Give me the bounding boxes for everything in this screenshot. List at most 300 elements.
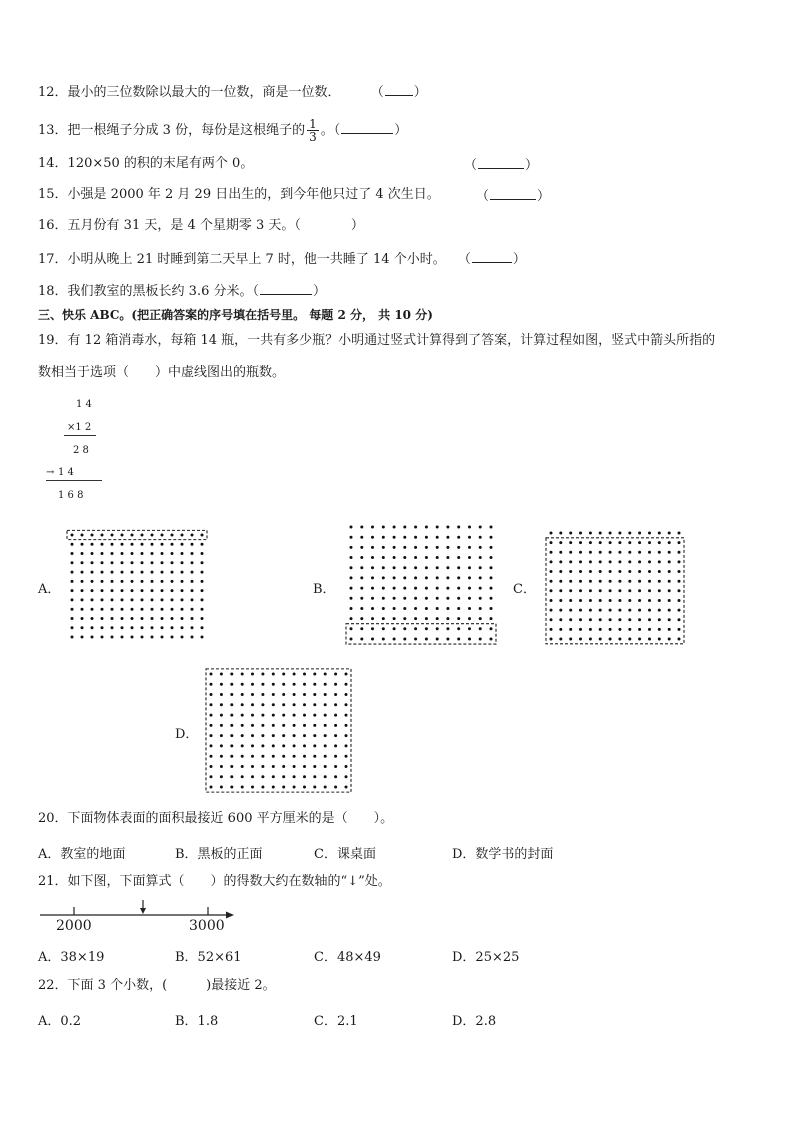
dot [261,714,264,717]
dot [181,552,184,555]
option-c-label[interactable]: C． [513,582,536,597]
dot [609,628,612,631]
dot [181,636,184,639]
dot [638,599,641,602]
dot [425,607,428,610]
dot [230,703,233,706]
dot [436,597,439,600]
dot [71,636,74,639]
dot [638,638,641,641]
dot [303,775,306,778]
dot [161,543,164,546]
dot [668,570,671,573]
dot [272,714,275,717]
dot [457,556,460,559]
dot [334,673,337,676]
dot [201,534,204,537]
dot [241,703,244,706]
dot [241,724,244,727]
dot [648,589,651,592]
dot [658,609,661,612]
calc-row-4: 1 4 [58,467,74,478]
answer-blank-12[interactable] [385,83,413,96]
dot [648,628,651,631]
dot [181,598,184,601]
dot [191,589,194,592]
dot [350,627,353,630]
dot [151,534,154,537]
dot [579,609,582,612]
dot [91,608,94,611]
dot [360,587,363,590]
dot [282,755,285,758]
dot [161,598,164,601]
dot [550,609,553,612]
fraction-one-third [307,118,319,143]
dot [121,626,124,629]
dot [171,534,174,537]
dot [550,589,553,592]
dot [141,534,144,537]
dot [658,551,661,554]
dot [371,627,374,630]
dot [609,618,612,621]
dot [161,534,164,537]
answer-blank-17[interactable] [472,250,512,263]
dot [71,598,74,601]
dot [345,703,348,706]
dot [220,683,223,686]
dot [220,703,223,706]
dot [490,526,493,529]
dot [371,638,374,641]
dot [71,580,74,583]
dot [436,526,439,529]
q21-option-a[interactable]: A．38×19 [38,950,105,965]
dot [210,786,213,789]
dot [230,683,233,686]
dot [71,571,74,574]
dot [345,786,348,789]
dot [382,587,385,590]
dot [313,683,316,686]
dot [559,570,562,573]
dot [220,765,223,768]
dot [599,589,602,592]
dot [638,580,641,583]
dot [121,589,124,592]
dot [251,734,254,737]
answer-blank-14[interactable] [478,156,524,169]
dot [382,638,385,641]
dot [479,597,482,600]
dot [261,734,264,737]
q20-option-d[interactable]: D．数学书的封面 [452,847,554,862]
dot [171,626,174,629]
dot [589,638,592,641]
dot [191,636,194,639]
dot-grid-c [545,527,685,645]
dot [479,556,482,559]
dot [468,587,471,590]
dot [251,765,254,768]
dot [457,597,460,600]
dot [282,775,285,778]
dot [350,638,353,641]
dot [161,626,164,629]
dot [241,673,244,676]
dot [101,552,104,555]
dot [171,543,174,546]
dot [618,551,621,554]
dot [414,526,417,529]
dot [350,607,353,610]
dot [151,580,154,583]
dot [403,587,406,590]
dot [191,552,194,555]
dot [131,580,134,583]
dot [436,627,439,630]
question-22: 22．下面 3 个小数，( )最接近 2。 [38,978,276,993]
dot [479,627,482,630]
fraction-numerator: 1 [309,117,317,131]
dot [414,587,417,590]
dot [293,703,296,706]
dot [382,597,385,600]
dot [303,734,306,737]
dot [589,532,592,535]
dot [131,617,134,620]
dot [609,570,612,573]
dot [550,638,553,641]
dot [579,570,582,573]
dot [261,775,264,778]
dot [220,734,223,737]
dot [324,786,327,789]
dot [382,627,385,630]
dot [151,571,154,574]
dot [324,755,327,758]
dot [618,560,621,563]
dot [111,626,114,629]
dot [121,608,124,611]
axis-label-2000: 2000 [56,918,92,934]
dashed-highlight-box [546,538,684,644]
dot [599,628,602,631]
dot [425,526,428,529]
dot [272,786,275,789]
dot [638,560,641,563]
dot [121,534,124,537]
dot [628,532,631,535]
dot [241,755,244,758]
dot [360,556,363,559]
q21-option-d[interactable]: D．25×25 [452,950,520,965]
dot [579,599,582,602]
dot [414,597,417,600]
dot [345,755,348,758]
q20-option-a[interactable]: A．教室的地面 [38,847,126,862]
dot [293,744,296,747]
dot [678,589,681,592]
dot [191,543,194,546]
dot [201,636,204,639]
dot [303,724,306,727]
dot [230,786,233,789]
dot [101,617,104,620]
dot [648,541,651,544]
q22-option-b[interactable]: B．1.8 [175,1014,219,1029]
dot [648,609,651,612]
dot [638,589,641,592]
dot [91,617,94,620]
dot [618,541,621,544]
dot [251,786,254,789]
dot [436,638,439,641]
dot [609,532,612,535]
dot [589,560,592,563]
dot [131,626,134,629]
dot [121,636,124,639]
dot [589,551,592,554]
dot [303,693,306,696]
dot [403,597,406,600]
dot [579,628,582,631]
dot [210,714,213,717]
dot [446,627,449,630]
question-16-paren-close: ） [350,218,364,233]
dot [490,587,493,590]
dot [334,734,337,737]
dot [403,536,406,539]
dot [191,626,194,629]
dot [141,636,144,639]
dot [151,636,154,639]
dot [334,683,337,686]
dot [201,552,204,555]
dot [141,552,144,555]
q22-option-a[interactable]: A．0.2 [38,1014,82,1029]
dot [628,609,631,612]
dot [81,617,84,620]
dot [490,546,493,549]
dot [559,541,562,544]
dot [638,551,641,554]
calc-divider-1 [64,435,96,436]
dot [579,551,582,554]
dot [324,714,327,717]
calc-row-5: 1 6 8 [58,490,84,501]
dot [313,714,316,717]
dot [559,628,562,631]
dot [91,589,94,592]
dot [436,536,439,539]
dot [171,617,174,620]
dot [345,744,348,747]
dot [272,724,275,727]
dot [91,626,94,629]
dot [91,552,94,555]
dot [220,775,223,778]
dot [403,638,406,641]
dot [550,532,553,535]
dot [678,570,681,573]
option-a-label[interactable]: A． [38,582,61,597]
dot [550,599,553,602]
dot [334,775,337,778]
dot [457,546,460,549]
dot [171,552,174,555]
dot [121,580,124,583]
q21-option-c[interactable]: C．48×49 [314,950,381,965]
axis-label-3000: 3000 [189,918,225,934]
q21-option-b[interactable]: B．52×61 [175,950,242,965]
dot [468,556,471,559]
dot [131,543,134,546]
question-15-paren-open: （ [476,189,490,204]
dot [414,607,417,610]
answer-blank-13[interactable] [341,121,393,134]
dot [618,638,621,641]
dot [121,561,124,564]
dot [111,571,114,574]
dot [628,580,631,583]
dot [334,714,337,717]
dot [668,638,671,641]
dot [628,560,631,563]
calc-row-1: 1 4 [76,399,92,410]
dot [201,598,204,601]
q22-option-c[interactable]: C．2.1 [314,1014,358,1029]
dot [490,617,493,620]
dot [436,576,439,579]
dot [628,628,631,631]
dot [313,703,316,706]
dot [490,638,493,641]
dot [403,607,406,610]
question-14-paren-open: （ [464,158,478,173]
question-15 [38,187,440,203]
dot [303,786,306,789]
dot [446,576,449,579]
dot [220,724,223,727]
dot [282,765,285,768]
dot [425,566,428,569]
answer-blank-15[interactable] [490,187,536,200]
dot [579,618,582,621]
dot [360,526,363,529]
dot [414,576,417,579]
dot [648,532,651,535]
dot [628,570,631,573]
dot [599,541,602,544]
dot [91,561,94,564]
dot [230,693,233,696]
dot [241,765,244,768]
dot [414,627,417,630]
dot [181,534,184,537]
dot [261,673,264,676]
dot [668,618,671,621]
dot [550,628,553,631]
dot [425,597,428,600]
dot [393,566,396,569]
dot [345,693,348,696]
dot [382,617,385,620]
dot [241,734,244,737]
dot [350,536,353,539]
q22-option-d[interactable]: D．2.8 [452,1014,497,1029]
dot [550,618,553,621]
option-d-label[interactable]: D． [175,727,199,742]
dot [609,609,612,612]
dot [393,607,396,610]
dot [579,580,582,583]
dot [678,541,681,544]
dot [101,598,104,601]
dot [579,638,582,641]
dot [151,608,154,611]
dot [350,526,353,529]
dot [91,580,94,583]
dot [618,599,621,602]
question-16-text: 16．五月份有 31 天，是 4 个星期零 3 天。（ [38,218,301,233]
dot [350,566,353,569]
dot [618,570,621,573]
dot [599,599,602,602]
dot [668,609,671,612]
dot [91,543,94,546]
dot [425,546,428,549]
dot [181,617,184,620]
dot [191,580,194,583]
option-b-label[interactable]: B． [313,582,336,597]
dot [121,552,124,555]
dot [618,628,621,631]
dot [101,608,104,611]
dot [251,724,254,727]
dot [201,589,204,592]
dot [559,551,562,554]
dot-grid-a [66,529,208,643]
dot [334,744,337,747]
question-15-answer [476,187,550,205]
dot [210,673,213,676]
question-12-text: 12．最小的三位数除以最大的一位数，商是一位数． [38,85,341,100]
dot [313,724,316,727]
dot [241,693,244,696]
dot [579,541,582,544]
dot [393,576,396,579]
question-15-paren-close: ） [537,189,551,204]
dot [101,543,104,546]
answer-blank-18[interactable] [260,282,312,295]
dot [241,775,244,778]
dot [490,607,493,610]
dot [131,589,134,592]
dot [569,560,572,563]
dot [609,589,612,592]
dot [230,775,233,778]
dot [479,526,482,529]
dot [81,589,84,592]
dot [313,765,316,768]
dot [272,703,275,706]
q20-option-c[interactable]: C．课桌面 [314,847,376,862]
question-18 [38,282,326,300]
dot [371,566,374,569]
q20-option-b[interactable]: B．黑板的正面 [175,847,263,862]
